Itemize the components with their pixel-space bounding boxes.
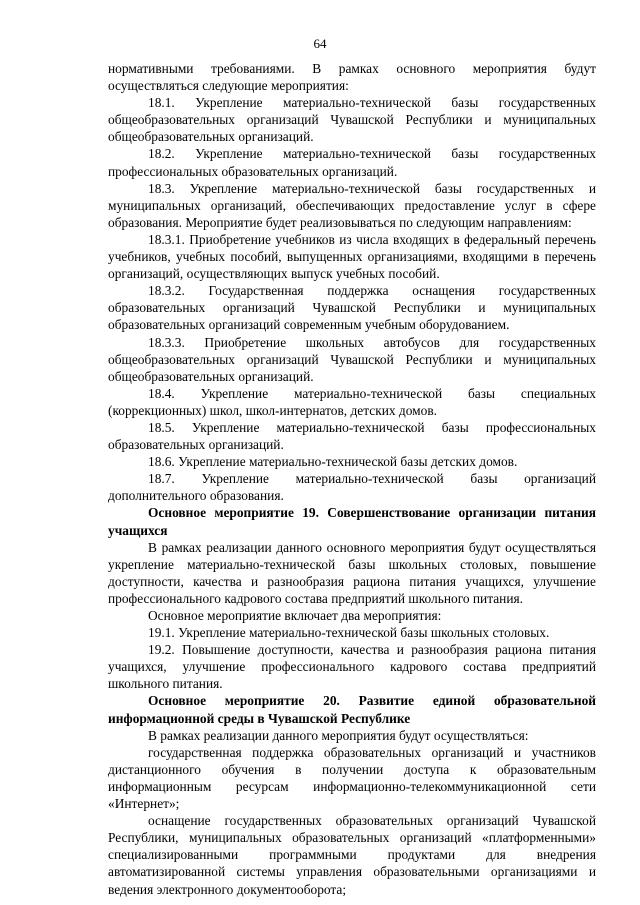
paragraph: 19.1. Укрепление материально-технической базы школьных столовых. [148, 625, 550, 641]
paragraph: 18.5. Укрепление материально-технической базы профессиональных образовательных организаций. [108, 419, 596, 453]
paragraph: В рамках реализации данного основного мероприятия будут осуществляться укрепление материально-технической базы школьных столовых, повышение доступности, качества и разнообразия рациона питания учащихся, улучшение профессионального кадрового состава предприятий школьного питания. [108, 539, 596, 606]
paragraph: 18.3.2. Государственная поддержка оснащения государственных образовательных организаций Чувашской Республики и муниципальных образовательных организаций современным учебным оборудованием. [108, 283, 596, 333]
paragraph: 18.1. Укрепление материально-технической базы государственных общеобразовательных организаций Чувашской Республики и муниципальных общеобразовательных организаций. [108, 95, 596, 145]
page-number: 64 [313, 36, 327, 51]
document-body [108, 60, 596, 898]
paragraph: 18.6. Укрепление материально-технической базы детских домов. [148, 454, 518, 470]
section-heading: Основное мероприятие 19. Совершенствование организации питания учащихся [108, 505, 596, 538]
paragraph: Основное мероприятие включает два мероприятия: [148, 608, 442, 623]
paragraph: 18.4. Укрепление материально-технической базы специальных (коррекционных) школ, школ-интернатов, детских домов. [108, 385, 596, 418]
paragraph: 18.3.1. Приобретение учебников из числа входящих в федеральный перечень учебников, учебных пособий, выпущенных организациями, входящими в перечень организаций, осуществляющих выпуск учебных пособий. [108, 231, 596, 282]
paragraph: 18.7. Укрепление материально-технической базы организаций дополнительного образования. [108, 471, 596, 504]
paragraph: В рамках реализации данного мероприятия будут осуществляться: [148, 727, 529, 743]
paragraph: 19.2. Повышение доступности, качества и разнообразия рациона питания учащихся, улучшение профессионального кадрового состава предприятий школьного питания. [108, 642, 596, 692]
paragraph: государственная поддержка образовательных организаций и участников дистанционного обучения в получении доступа к образовательным информационным ресурсам информационно-телекоммуникационной сети «Интернет»; [108, 744, 596, 812]
section-heading: Основное мероприятие 20. Развитие единой образовательной информационной среды в Чувашской Республике [108, 693, 596, 726]
paragraph: 18.3.3. Приобретение школьных автобусов для государственных общеобразовательных организаций Чувашской Республики и муниципальных общеобразовательных организаций. [108, 334, 596, 384]
paragraph: 18.2. Укрепление материально-технической базы государственных профессиональных образовательных организаций. [108, 146, 596, 179]
paragraph: оснащение государственных образовательных организаций Чувашской Республики, муниципальных образовательных организаций «платформенными» специализированными программными продуктами для внедрения автоматизированной системы управления образовательными организациями и ведения электронного документооборота; [108, 813, 596, 897]
paragraph: нормативными требованиями. В рамках основного мероприятия будут осуществляться следующие мероприятия: [108, 61, 596, 94]
paragraph: 18.3. Укрепление материально-технической базы государственных и муниципальных организаций, обеспечивающих предоставление услуг в сфере образования. Мероприятие будет реализовываться по следующим направлениям: [108, 180, 596, 230]
